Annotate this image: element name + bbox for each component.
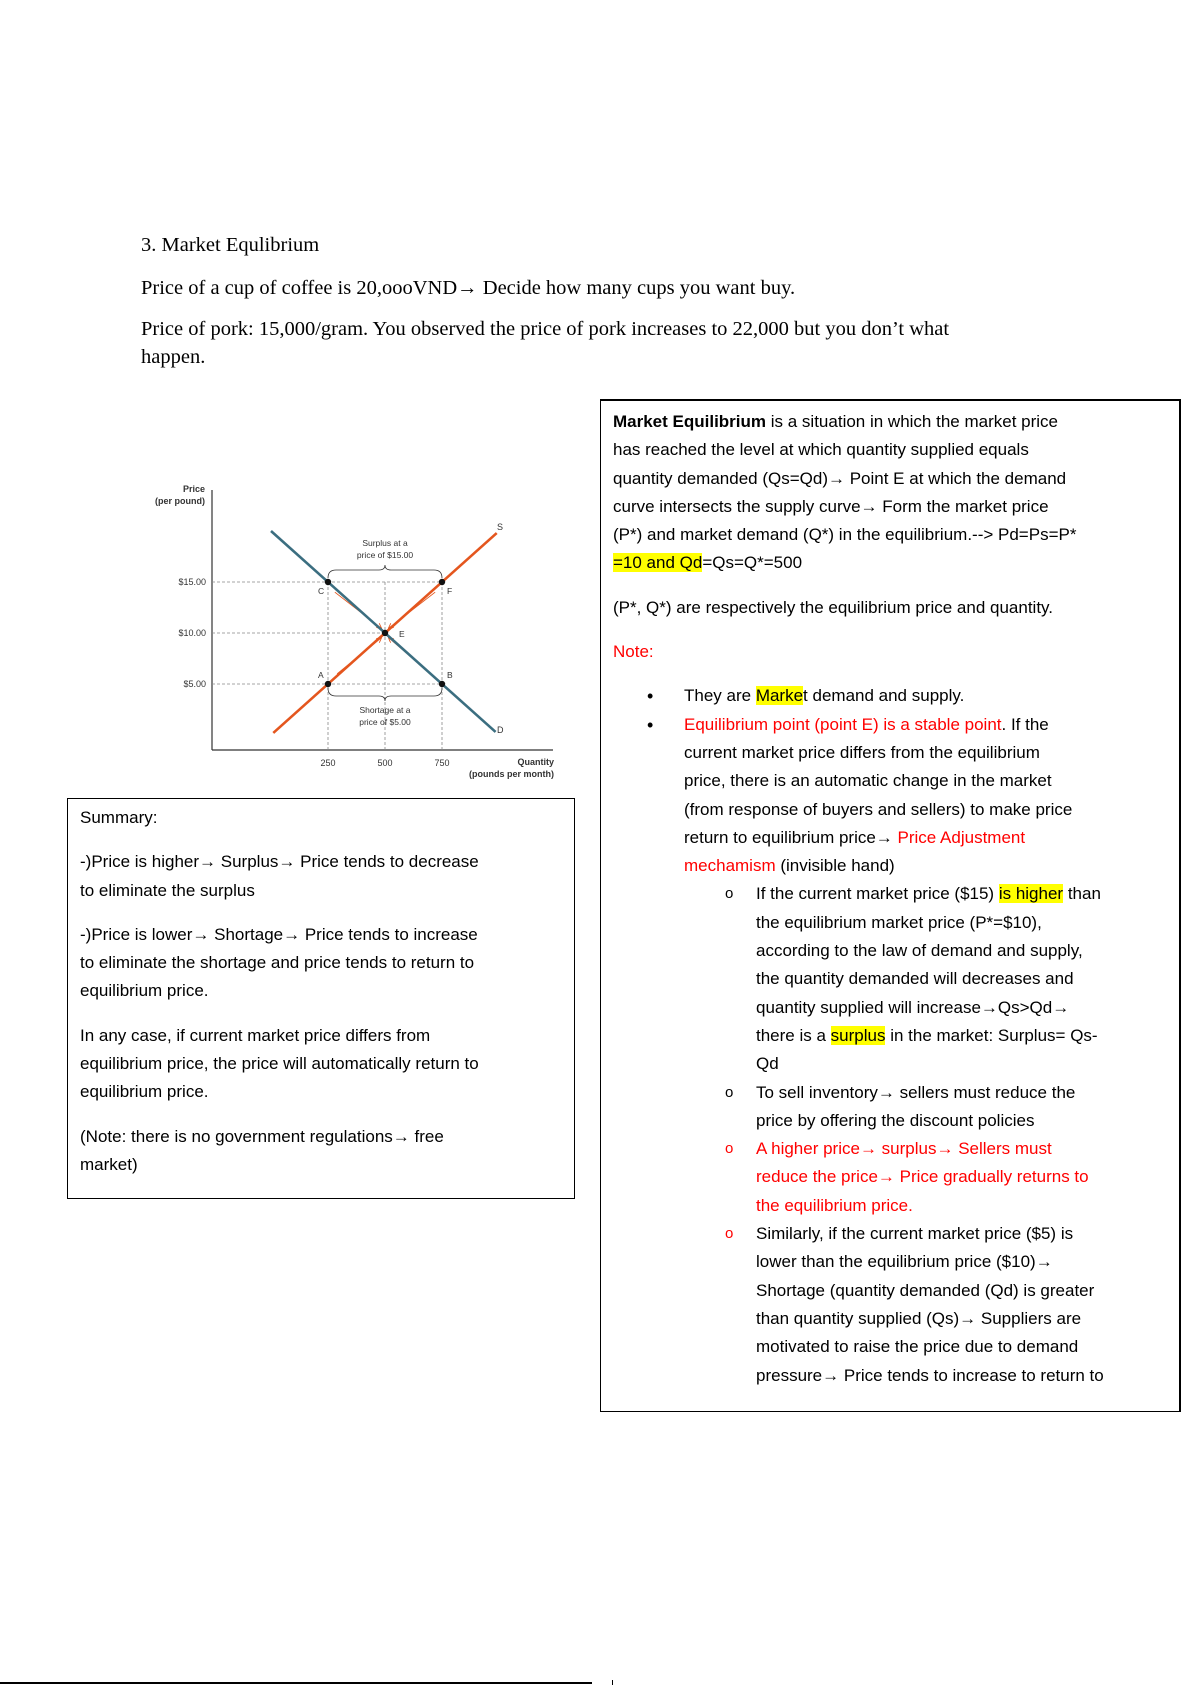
y-tick-label: $10.00 bbox=[178, 628, 206, 638]
text-line bbox=[613, 408, 1179, 436]
text-line bbox=[613, 436, 1179, 464]
red-text: Price Adjustment bbox=[897, 827, 1026, 847]
definition-paragraph bbox=[613, 594, 1179, 622]
text-segment: price by offering the discount policies bbox=[756, 1110, 1035, 1130]
text-segment: quantity supplied will increase→Qs>Qd→ bbox=[756, 997, 1070, 1017]
text-line bbox=[725, 880, 1179, 908]
text-line bbox=[756, 1050, 1179, 1078]
summary-line: equilibrium price. bbox=[80, 981, 209, 1001]
highlighted-text: Marke bbox=[755, 686, 804, 706]
text-segment: (P*) and market demand (Q*) in the equilibrium.--> Pd=Ps=P* bbox=[613, 525, 1077, 545]
highlighted-text: =10 and Qd bbox=[613, 553, 703, 573]
text-line bbox=[613, 594, 1179, 622]
footnote-tick bbox=[612, 1680, 613, 1685]
sub-bullet-item bbox=[613, 1079, 1179, 1136]
coffee-example: Price of a cup of coffee is 20,oooVND→ Decide how many cups you want buy. bbox=[141, 277, 796, 299]
text-line bbox=[756, 937, 1179, 965]
text-segment: Shortage (quantity demanded (Qd) is greater bbox=[756, 1280, 1095, 1300]
text-line bbox=[756, 1248, 1179, 1276]
section-title: 3. Market Equlibrium bbox=[141, 234, 320, 256]
y-tick-label: $5.00 bbox=[183, 679, 206, 689]
text-line bbox=[756, 994, 1179, 1022]
summary-paragraph bbox=[80, 848, 574, 905]
text-line bbox=[613, 493, 1179, 521]
shortage-annotation: Shortage at a bbox=[359, 705, 411, 715]
y-axis-label: Price bbox=[182, 484, 205, 494]
hollow-bullet-icon: o bbox=[725, 1140, 734, 1158]
definition-paragraph bbox=[613, 638, 1179, 666]
point-label: C bbox=[318, 586, 325, 596]
sub-bullet-item bbox=[613, 880, 1179, 1078]
red-text: the equilibrium price. bbox=[756, 1195, 913, 1215]
summary-paragraph bbox=[80, 1123, 574, 1180]
text-line bbox=[684, 852, 1179, 880]
red-text: reduce the price→ Price gradually returns to bbox=[756, 1167, 1089, 1187]
text-segment: motivated to raise the price due to demand bbox=[756, 1337, 1079, 1357]
summary-line: to eliminate the surplus bbox=[80, 880, 255, 900]
bold-term: Market Equilibrium bbox=[613, 412, 767, 431]
text-segment: Similarly, if the current market price ($5) is bbox=[756, 1224, 1074, 1244]
text-line bbox=[725, 1220, 1179, 1248]
point-label: F bbox=[447, 586, 453, 596]
demand-curve-label: D bbox=[497, 725, 504, 735]
text-line bbox=[756, 1333, 1179, 1361]
red-text: mechamism bbox=[684, 856, 776, 876]
y-tick-label: $15.00 bbox=[178, 577, 206, 587]
text-segment: (from response of buyers and sellers) to make price bbox=[684, 799, 1073, 819]
surplus-annotation: Surplus at a bbox=[362, 538, 408, 548]
point-f bbox=[439, 579, 445, 585]
text-line bbox=[725, 1135, 1179, 1163]
point-label: E bbox=[399, 629, 405, 639]
text-line bbox=[756, 1192, 1179, 1220]
text-segment: If the current market price ($15) bbox=[756, 884, 999, 904]
bullet-icon: • bbox=[647, 686, 654, 707]
red-text: Equilibrium point (point E) is a stable point bbox=[684, 714, 1002, 734]
point-a bbox=[325, 681, 331, 687]
y-axis-label-unit: (per pound) bbox=[155, 496, 205, 506]
text-segment: return to equilibrium price→ bbox=[684, 827, 898, 847]
text-segment: Qd bbox=[756, 1054, 779, 1074]
summary-paragraph bbox=[80, 1022, 574, 1107]
hollow-bullet-icon: o bbox=[725, 1083, 734, 1101]
text-line bbox=[725, 1079, 1179, 1107]
text-segment: (P*, Q*) are respectively the equilibrium price and quantity. bbox=[613, 597, 1053, 617]
point-c bbox=[325, 579, 331, 585]
text-segment: according to the law of demand and supply, bbox=[756, 941, 1083, 961]
summary-line: (Note: there is no government regulations→ free bbox=[80, 1126, 444, 1146]
text-line bbox=[684, 767, 1179, 795]
x-tick-label: 500 bbox=[377, 758, 393, 768]
text-segment: lower than the equilibrium price ($10)→ bbox=[756, 1252, 1053, 1272]
highlighted-text: surplus bbox=[830, 1025, 886, 1045]
footnote-separator bbox=[0, 1682, 592, 1684]
bullet-item bbox=[613, 711, 1179, 881]
text-line bbox=[613, 638, 1179, 666]
text-line bbox=[756, 1305, 1179, 1333]
x-axis-label: Quantity bbox=[517, 757, 554, 767]
text-line bbox=[684, 739, 1179, 767]
supply-curve-label: S bbox=[497, 522, 504, 532]
text-line bbox=[756, 965, 1179, 993]
text-line bbox=[684, 796, 1179, 824]
definition-paragraph bbox=[613, 408, 1179, 578]
text-segment: than bbox=[1063, 884, 1101, 904]
text-line bbox=[756, 1022, 1179, 1050]
text-segment: there is a bbox=[756, 1025, 831, 1045]
text-segment: . If the bbox=[1001, 714, 1049, 734]
text-segment: current market price differs from the equilibrium bbox=[684, 742, 1040, 762]
pork-example-line1: Price of pork: 15,000/gram. You observed the price of pork increases to 22,000 but you don’t what bbox=[141, 318, 950, 340]
text-line bbox=[756, 1107, 1179, 1135]
summary-line: equilibrium price, the price will automatically return to bbox=[80, 1054, 479, 1074]
text-line bbox=[647, 711, 1179, 739]
summary-paragraph bbox=[80, 921, 574, 1006]
text-line bbox=[756, 1362, 1179, 1390]
text-segment: (invisible hand) bbox=[775, 856, 895, 876]
text-line bbox=[647, 682, 1179, 710]
summary-box bbox=[67, 798, 575, 1199]
definition-box bbox=[600, 399, 1181, 1412]
text-line bbox=[756, 1277, 1179, 1305]
text-segment: t demand and supply. bbox=[803, 686, 965, 706]
summary-line: Summary: bbox=[80, 808, 158, 827]
surplus-annotation: price of $15.00 bbox=[356, 550, 414, 560]
text-segment: =Qs=Q*=500 bbox=[702, 553, 803, 573]
point-label: A bbox=[318, 670, 324, 680]
text-segment: is a situation in which the market price bbox=[766, 412, 1058, 431]
bullet-item bbox=[613, 682, 1179, 710]
summary-line: to eliminate the shortage and price tends to return to bbox=[80, 953, 475, 973]
text-line bbox=[756, 1163, 1179, 1191]
sub-bullet-item bbox=[613, 1220, 1179, 1390]
text-line bbox=[613, 521, 1179, 549]
text-segment: pressure→ Price tends to increase to return to bbox=[756, 1365, 1104, 1385]
point-b bbox=[439, 681, 445, 687]
point-e bbox=[382, 630, 388, 636]
hollow-bullet-icon: o bbox=[725, 885, 734, 903]
summary-paragraph bbox=[80, 804, 574, 832]
text-segment: They are bbox=[684, 686, 756, 706]
bullet-icon: • bbox=[647, 714, 654, 735]
x-tick-label: 250 bbox=[320, 758, 336, 768]
x-tick-label: 750 bbox=[434, 758, 450, 768]
summary-line: market) bbox=[80, 1154, 138, 1174]
text-line bbox=[613, 549, 1179, 577]
text-segment: the equilibrium market price (P*=$10), bbox=[756, 912, 1042, 932]
text-line bbox=[756, 909, 1179, 937]
text-segment: quantity demanded (Qs=Qd)→ Point E at which the demand bbox=[613, 468, 1067, 488]
text-segment: than quantity supplied (Qs)→ Suppliers are bbox=[756, 1308, 1082, 1328]
summary-line: -)Price is higher→ Surplus→ Price tends to decrease bbox=[80, 852, 479, 872]
text-segment: curve intersects the supply curve→ Form the market price bbox=[613, 496, 1049, 516]
text-segment: the quantity demanded will decreases and bbox=[756, 969, 1074, 989]
text-segment: To sell inventory→ sellers must reduce the bbox=[756, 1082, 1076, 1102]
x-axis-label-unit: (pounds per month) bbox=[469, 769, 554, 779]
highlighted-text: is higher bbox=[998, 884, 1064, 904]
supply-demand-chart bbox=[140, 470, 580, 790]
pork-example-line2: happen. bbox=[141, 346, 206, 368]
red-text: A higher price→ surplus→ Sellers must bbox=[756, 1139, 1052, 1159]
red-text: Note: bbox=[613, 642, 654, 662]
text-line bbox=[613, 465, 1179, 493]
summary-line: -)Price is lower→ Shortage→ Price tends to increase bbox=[80, 924, 478, 944]
text-segment: has reached the level at which quantity supplied equals bbox=[613, 440, 1029, 460]
sub-bullet-item bbox=[613, 1135, 1179, 1220]
text-segment: price, there is an automatic change in the market bbox=[684, 771, 1052, 791]
surplus-brace bbox=[328, 565, 442, 578]
text-line bbox=[684, 824, 1179, 852]
hollow-bullet-icon: o bbox=[725, 1225, 734, 1243]
shortage-annotation: price of $5.00 bbox=[359, 717, 411, 727]
text-segment: in the market: Surplus= Qs- bbox=[885, 1025, 1098, 1045]
point-label: B bbox=[447, 670, 453, 680]
summary-line: equilibrium price. bbox=[80, 1082, 209, 1102]
summary-line: In any case, if current market price differs from bbox=[80, 1025, 431, 1045]
